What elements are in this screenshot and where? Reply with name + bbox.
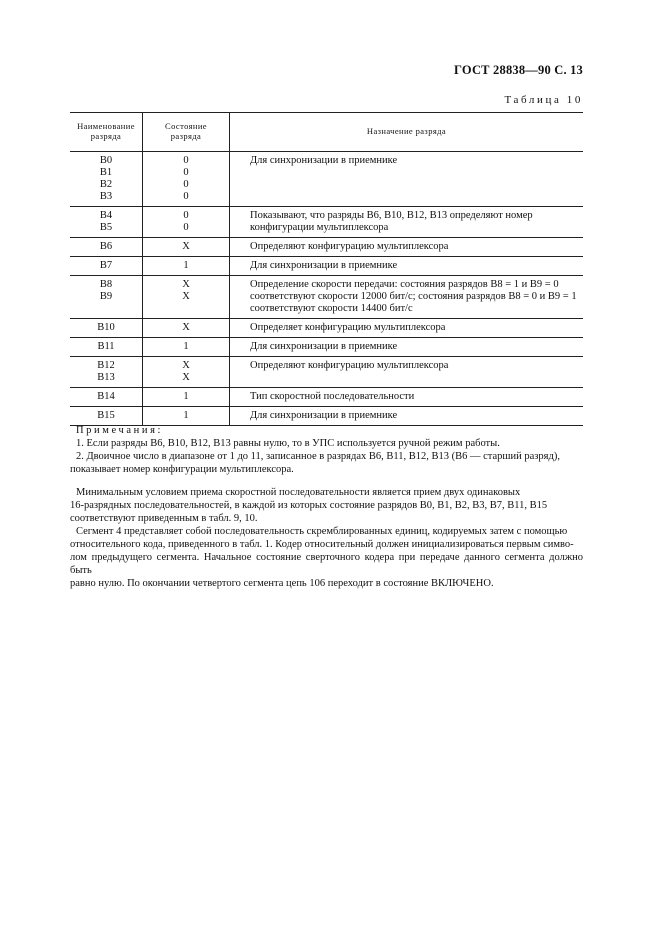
bit-purpose-text: конфигурации мультиплексора xyxy=(250,222,389,233)
body-text-line: Сегмент 4 представляет собой последовательность скремблированных единиц, кодируемых затем с помощью xyxy=(76,526,568,537)
bit-name-cell xyxy=(70,407,143,426)
table-row xyxy=(70,257,583,276)
bit-purpose-text: Для синхронизации в приемнике xyxy=(250,155,398,166)
bit-purpose-text: Для синхронизации в приемнике xyxy=(250,260,398,271)
bit-assignment-table xyxy=(70,112,583,426)
table-row xyxy=(70,276,583,319)
note-item xyxy=(70,450,583,476)
body-text-line: соответствуют приведенным в табл. 9, 10. xyxy=(70,513,258,524)
notes-section xyxy=(70,424,583,476)
bit-name-cell xyxy=(70,276,143,319)
bit-state-cell xyxy=(143,338,230,357)
table-row xyxy=(70,152,583,207)
table-row xyxy=(70,319,583,338)
bit-name-cell xyxy=(70,319,143,338)
bit-name-cell xyxy=(70,338,143,357)
bit-purpose-text: Для синхронизации в приемнике xyxy=(250,410,398,421)
bit-state: X xyxy=(182,279,190,290)
bit-state: 0 xyxy=(183,167,189,178)
bit-purpose-cell xyxy=(230,152,584,207)
bit-name: B12 xyxy=(97,360,115,371)
table-row xyxy=(70,357,583,388)
table-row xyxy=(70,207,583,238)
bit-state: X xyxy=(182,372,190,383)
bit-purpose-text: Определяют конфигурацию мультиплексора xyxy=(250,241,449,252)
bit-name: B1 xyxy=(99,167,113,178)
note-text: 1. Если разряды B6, B10, B12, B13 равны нулю, то в УПС используется ручной режим работы. xyxy=(76,438,500,449)
bit-name: B5 xyxy=(99,222,113,233)
bit-purpose-cell xyxy=(230,276,584,319)
table-row xyxy=(70,238,583,257)
notes-title: Примечания: xyxy=(76,425,164,436)
column-header-text: разряда xyxy=(170,131,202,141)
bit-name: B13 xyxy=(97,372,115,383)
bit-name-cell xyxy=(70,357,143,388)
table-row xyxy=(70,338,583,357)
bit-state: 1 xyxy=(183,260,189,271)
bit-name: B2 xyxy=(99,179,113,190)
bit-name: B14 xyxy=(97,391,115,402)
bit-purpose-cell xyxy=(230,407,584,426)
bit-name-cell xyxy=(70,238,143,257)
bit-purpose-text: Определяет конфигурацию мультиплексора xyxy=(250,322,446,333)
note-item xyxy=(70,437,583,450)
table-caption: Таблица 10 xyxy=(504,94,583,106)
bit-state: 0 xyxy=(183,179,189,190)
column-header-text: разряда xyxy=(90,131,122,141)
body-paragraph xyxy=(70,525,583,590)
note-text: 2. Двоичное число в диапазоне от 1 до 11, записанное в разрядах B6, B11, B12, B13 (B6 — старший разряд), xyxy=(76,451,560,462)
column-header-bit-name xyxy=(70,113,143,152)
bit-state-cell xyxy=(143,357,230,388)
body-text xyxy=(70,486,583,590)
bit-state: 1 xyxy=(183,410,189,421)
column-header-bit-state xyxy=(143,113,230,152)
bit-purpose-cell xyxy=(230,338,584,357)
bit-state: X xyxy=(182,360,190,371)
table-header-row xyxy=(70,113,583,152)
bit-state-cell xyxy=(143,207,230,238)
page-header: ГОСТ 28838—90 С. 13 xyxy=(454,63,583,77)
bit-state: X xyxy=(182,322,190,333)
note-text: показывает номер конфигурации мультиплексора. xyxy=(70,464,294,475)
bit-name: B11 xyxy=(97,341,115,352)
bit-purpose-cell xyxy=(230,238,584,257)
bit-state: 1 xyxy=(183,391,189,402)
bit-name: B0 xyxy=(99,155,113,166)
table-body xyxy=(70,152,583,426)
bit-purpose-cell xyxy=(230,257,584,276)
bit-purpose-text: соответствуют скорости 12000 бит/с; состояния разрядов B8 = 0 и B9 = 1 xyxy=(250,291,577,302)
notes-list xyxy=(70,437,583,476)
bit-state: 1 xyxy=(183,341,189,352)
bit-name-cell xyxy=(70,207,143,238)
column-header-text: Состояние xyxy=(165,121,207,131)
bit-purpose-text: Тип скоростной последовательности xyxy=(250,391,415,402)
bit-purpose-text: Определяют конфигурацию мультиплексора xyxy=(250,360,449,371)
bit-name: B15 xyxy=(97,410,115,421)
bit-state: 0 xyxy=(183,191,189,202)
bit-state-cell xyxy=(143,388,230,407)
bit-state-cell xyxy=(143,276,230,319)
body-text-line: относительного кода, приведенного в табл. 1. Кодер относительный должен инициализироваться первым симво- xyxy=(70,539,574,550)
bit-state-cell xyxy=(143,152,230,207)
body-text-line: Минимальным условием приема скоростной последовательности является прием двух одинаковых xyxy=(76,487,521,498)
bit-state-cell xyxy=(143,257,230,276)
bit-state-cell xyxy=(143,319,230,338)
bit-state: X xyxy=(182,241,190,252)
bit-name: B7 xyxy=(99,260,113,271)
bit-name: B8 xyxy=(99,279,113,290)
bit-name-cell xyxy=(70,388,143,407)
column-header-bit-purpose: Назначение разряда xyxy=(230,113,584,152)
table-row xyxy=(70,388,583,407)
bit-purpose-text: Для синхронизации в приемнике xyxy=(250,341,398,352)
bit-state: 0 xyxy=(183,222,189,233)
bit-state: X xyxy=(182,291,190,302)
bit-state-cell xyxy=(143,407,230,426)
bit-purpose-text: соответствуют скорости 14400 бит/с xyxy=(250,303,413,314)
table-row xyxy=(70,407,583,426)
bit-purpose-text: Определение скорости передачи: состояния разрядов B8 = 1 и B9 = 0 xyxy=(250,279,559,290)
bit-state-cell xyxy=(143,238,230,257)
bit-state: 0 xyxy=(183,155,189,166)
bit-name-cell xyxy=(70,257,143,276)
body-text-line: равно нулю. По окончании четвертого сегмента цепь 106 переходит в состояние ВКЛЮЧЕНО. xyxy=(70,578,494,589)
body-text-line: лом предыдущего сегмента. Начальное состояние сверточного кодера при передаче данного сегмента должно быть xyxy=(70,552,583,576)
body-paragraph xyxy=(70,486,583,525)
bit-purpose-cell xyxy=(230,388,584,407)
bit-name: B10 xyxy=(97,322,115,333)
bit-name: B3 xyxy=(99,191,113,202)
bit-name: B6 xyxy=(99,241,113,252)
bit-purpose-cell xyxy=(230,319,584,338)
bit-name: B4 xyxy=(99,210,113,221)
bit-purpose-cell xyxy=(230,207,584,238)
column-header-text: Наименование xyxy=(77,121,135,131)
bit-name: B9 xyxy=(99,291,113,302)
bit-state: 0 xyxy=(183,210,189,221)
bit-name-cell xyxy=(70,152,143,207)
bit-purpose-cell xyxy=(230,357,584,388)
bit-purpose-text: Показывают, что разряды B6, B10, B12, B13 определяют номер xyxy=(250,210,533,221)
body-text-line: 16-разрядных последовательностей, в каждой из которых состояние разрядов B0, B1, B2, B3, B7, B11, B15 xyxy=(70,500,548,511)
